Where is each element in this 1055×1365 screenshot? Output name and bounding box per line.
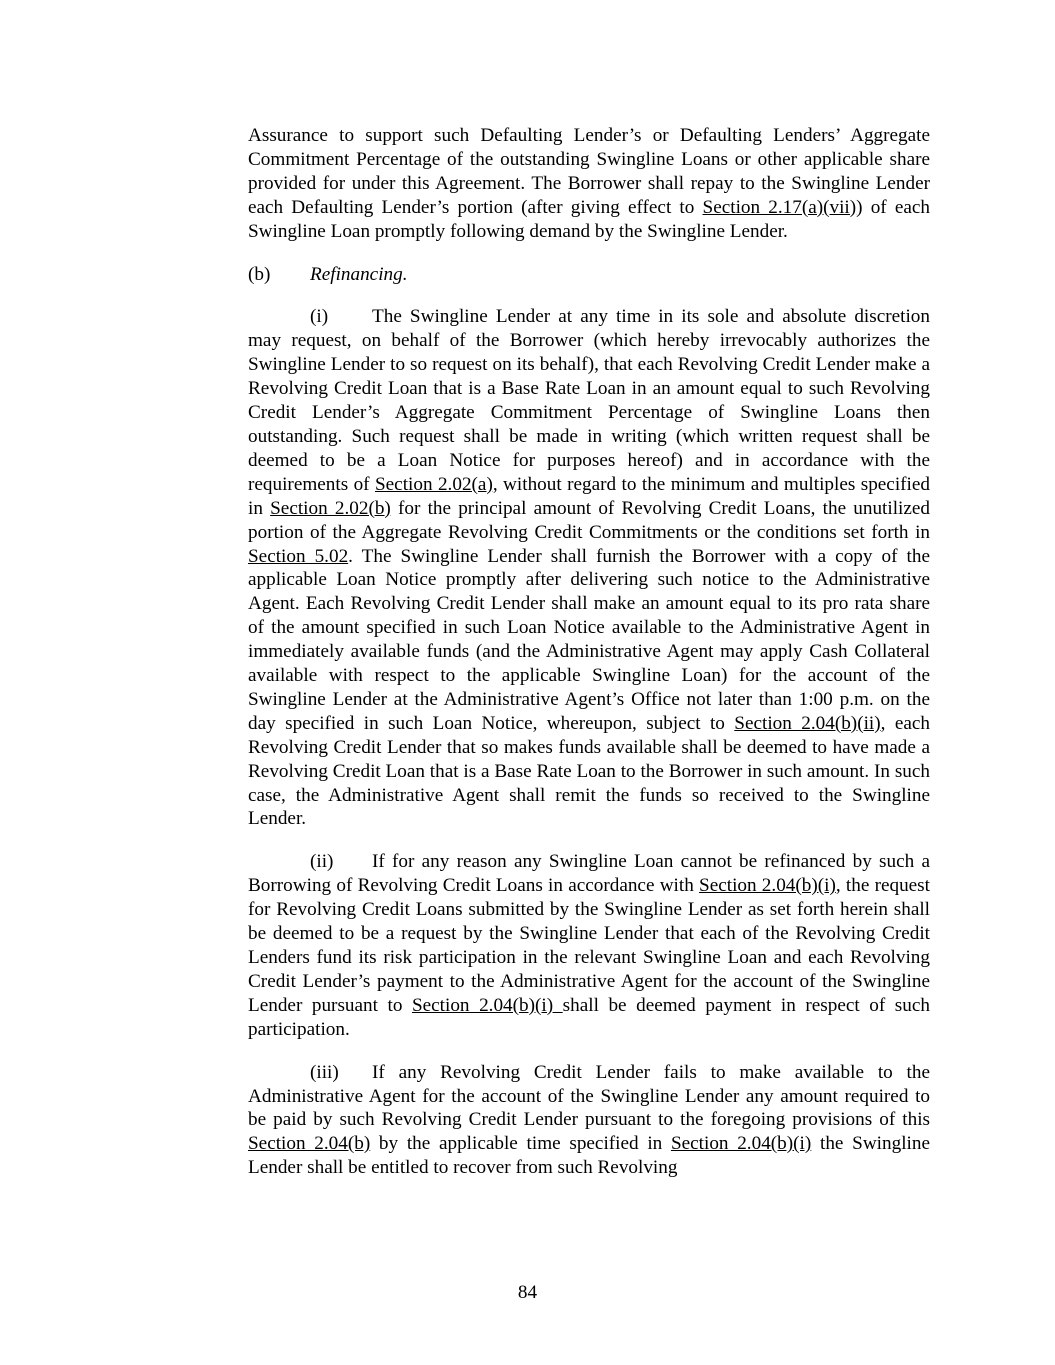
paragraph-text: by the applicable time specified in — [370, 1133, 671, 1155]
section-reference-2-04-b-i: Section 2.04(b)(i) — [670, 1133, 812, 1155]
page-number: 84 — [517, 1282, 538, 1303]
section-heading-refinancing: Refinancing. — [310, 263, 408, 285]
section-reference-2-02-b: Section 2.02(b) — [270, 497, 391, 519]
section-reference-5-02: Section 5.02 — [248, 545, 349, 567]
paragraph-b-heading — [248, 263, 930, 287]
paragraph-b-iii — [248, 1061, 930, 1181]
paragraph-text: , each Revolving Credit Lender that so makes funds available shall be deemed to have made a Revolving Credit Loan that is a Base Rate Loan to the Borrower in such amount. In such case, the Administrative Agent shall remit the funds so received to the Swingline Lender. — [248, 712, 930, 830]
paragraph-text: , the request for Revolving Credit Loans submitted by the Swingline Lender as set forth herein shall be deemed to be a request by the Swingline Lender that each of the Revolving Credit Lenders fund its risk participation in the relevant Swingline Loan and each Revolving Credit Lender’s payment to the Administrative Agent for the account of the Swingline Lender pursuant to — [248, 875, 930, 1016]
paragraph-text: If for any reason any Swingline Loan cannot be refinanced by such a Borrowing of Revolving Credit Loans in accordance with — [248, 851, 930, 897]
paragraph-text: Assurance to support such Defaulting Lender’s or Defaulting Lenders’ Aggregate Commitment Percentage of the outstanding Swingline Loans or other applicable share provided for under this Agreement. The Borrower shall repay to the Swingline Lender each Defaulting Lender’s portion (after giving effect to — [248, 125, 930, 218]
paragraph-b-i — [248, 305, 930, 831]
section-reference-2-04-b-i: Section 2.04(b)(i) — [411, 994, 563, 1016]
paragraph-text: ) of each Swingline Loan promptly following demand by the Swingline Lender. — [248, 196, 930, 242]
paragraph-text: shall be deemed payment in respect of such participation. — [248, 994, 930, 1040]
paragraph-b-ii — [248, 850, 930, 1041]
section-reference-2-04-b-i: Section 2.04(b)(i) — [699, 875, 836, 897]
paragraph-text: . The Swingline Lender shall furnish the Borrower with a copy of the applicable Loan Notice promptly after delivering such notice to the Administrative Agent. Each Revolving Credit Lender shall make an amount equal to its pro rata share of the amount specified in such Loan Notice available to the Administrative Agent in immediately available funds (and the Administrative Agent may apply Cash Collateral available with respect to the applicable Swingline Loan) for the account of the Swingline Lender at the Administrative Agent’s Office not later than 1:00 p.m. on the day specified in such Loan Notice, whereupon, subject to — [248, 545, 930, 734]
section-reference-2-17-a-vii: Section 2.17(a)(vii) — [702, 196, 857, 218]
document-body — [248, 124, 930, 1180]
paragraph-text: If any Revolving Credit Lender fails to make available to the Administrative Agent for the account of the Swingline Lender any amount required to be paid by such Revolving Credit Lender pursuant to the foregoing provisions of this — [248, 1061, 930, 1131]
section-reference-2-04-b-ii: Section 2.04(b)(ii) — [734, 712, 881, 734]
paragraph-text: , without regard to the minimum and multiples specified in — [248, 473, 930, 519]
paragraph-text: the Swingline Lender shall be entitled to recover from such Revolving — [248, 1133, 930, 1179]
paragraph-intro — [248, 124, 930, 244]
section-reference-2-02-a: Section 2.02(a) — [374, 473, 493, 495]
paragraph-label: (b) — [248, 263, 271, 285]
section-reference-2-04-b: Section 2.04(b) — [248, 1133, 371, 1155]
paragraph-text: The Swingline Lender at any time in its sole and absolute discretion may request, on behalf of the Borrower (which hereby irrevocably authorizes the Swingline Lender to so request on its behalf), that each Revolving Credit Lender make a Revolving Credit Loan that is a Base Rate Loan in an amount equal to such Revolving Credit Lender’s Aggregate Commitment Percentage of Swingline Loans then outstanding. Such request shall be made in writing (which written request shall be deemed to be a Loan Notice for purposes hereof) and in accordance with the requirements of — [248, 306, 930, 495]
paragraph-label: (ii) — [310, 851, 334, 873]
paragraph-text: for the principal amount of Revolving Credit Loans, the unutilized portion of the Aggregate Revolving Credit Commitments or the conditions set forth in — [248, 497, 931, 543]
paragraph-label: (iii) — [310, 1061, 339, 1083]
paragraph-label: (i) — [310, 306, 329, 328]
